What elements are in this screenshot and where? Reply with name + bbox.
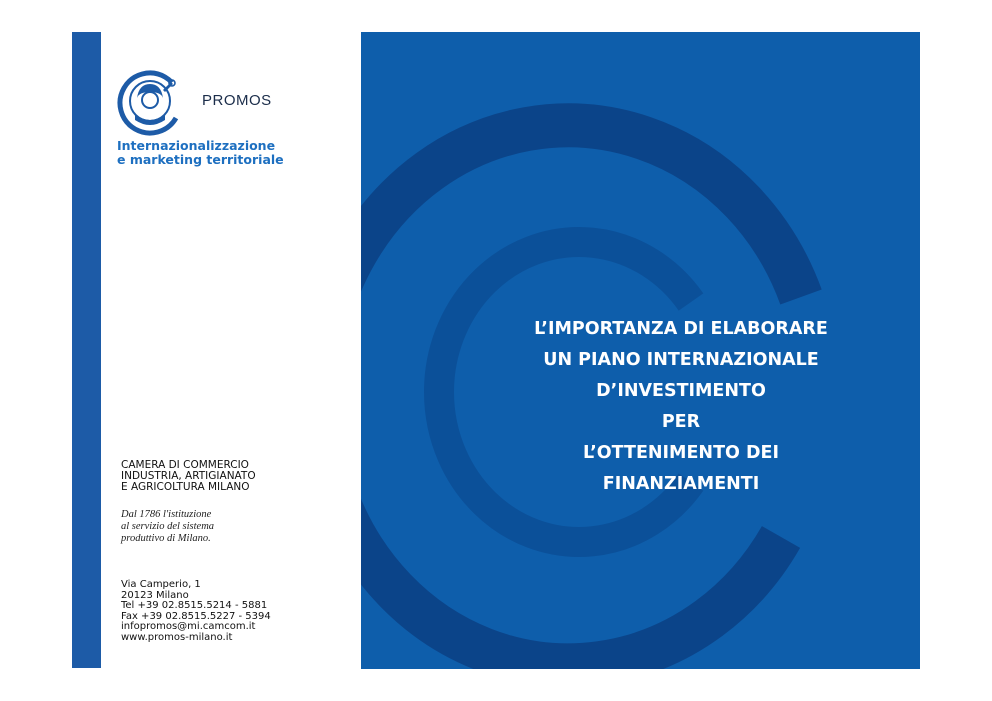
chamber-line: INDUSTRIA, ARTIGIANATO xyxy=(121,470,256,482)
motto-line: al servizio del sistema xyxy=(121,521,215,532)
chamber-line: CAMERA DI COMMERCIO xyxy=(121,459,249,471)
motto-line: Dal 1786 l'istituzione xyxy=(121,509,212,520)
brand-tagline xyxy=(117,139,284,167)
tagline-line: Internazionalizzazione xyxy=(117,138,276,153)
left-accent-bar xyxy=(72,32,101,668)
contact-phone: Tel +39 02.8515.5214 - 5881 xyxy=(121,600,268,612)
cover-title-line: L’IMPORTANZA DI ELABORARE xyxy=(534,319,828,339)
tagline-line: e marketing territoriale xyxy=(117,152,284,167)
contact-city: 20123 Milano xyxy=(121,589,189,601)
motto-line: produttivo di Milano. xyxy=(121,533,211,544)
brand-name: PROMOS xyxy=(202,92,272,109)
cover-title-line: D’INVESTIMENTO xyxy=(596,381,766,401)
promos-saint-logo-icon xyxy=(117,70,183,136)
contact-block xyxy=(121,580,271,644)
cover-title-line: FINANZIAMENTI xyxy=(602,474,760,494)
chamber-motto xyxy=(121,509,214,545)
cover-title-line: L’OTTENIMENTO DEI xyxy=(583,443,779,463)
contact-fax: Fax +39 02.8515.5227 - 5394 xyxy=(121,610,271,622)
cover-title-line: UN PIANO INTERNAZIONALE xyxy=(543,350,819,370)
contact-website: www.promos-milano.it xyxy=(121,631,233,643)
chamber-line: E AGRICOLTURA MILANO xyxy=(121,481,250,493)
chamber-name xyxy=(121,460,256,493)
cover-title-line: PER xyxy=(661,412,701,432)
cover-title xyxy=(441,314,920,500)
cover-panel xyxy=(361,32,920,669)
contact-address: Via Camperio, 1 xyxy=(121,579,201,590)
contact-email: infopromos@mi.camcom.it xyxy=(121,621,256,633)
